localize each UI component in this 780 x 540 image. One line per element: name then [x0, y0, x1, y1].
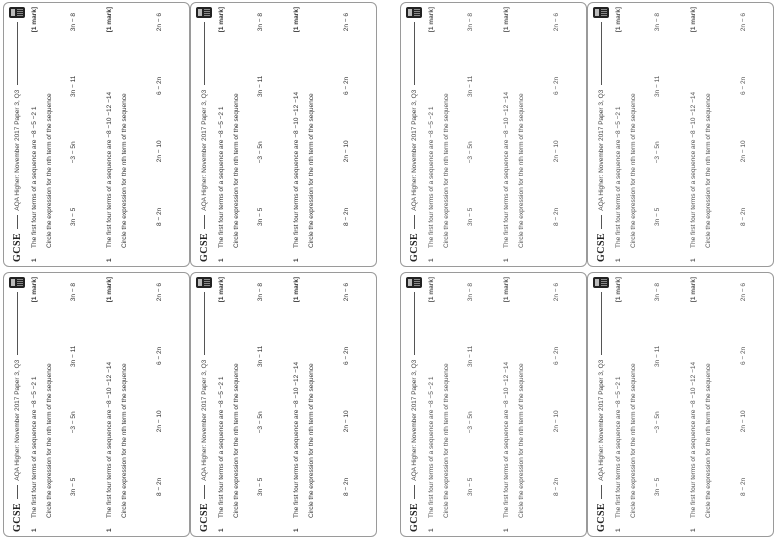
source-label: AQA Higher: November 2017 Paper 3, Q3 — [597, 89, 605, 211]
question-instruction: Circle the expression for the nth term of the sequence — [233, 93, 240, 248]
answer-option[interactable]: −3 − 5n — [654, 141, 661, 164]
answer-option[interactable]: 2n − 6 — [553, 13, 560, 32]
question-stem: The first four terms of a sequence are −8 −10 −12 −14 — [293, 91, 300, 248]
question-number: 1 — [218, 528, 225, 532]
answer-option[interactable]: 3n − 8 — [467, 283, 474, 302]
header-rule-long — [601, 292, 602, 355]
answer-option[interactable]: 8 − 2n — [343, 477, 350, 496]
question-instruction: Circle the expression for the nth term of the sequence — [518, 363, 525, 518]
answer-options — [343, 283, 350, 496]
worksheet-content — [588, 3, 773, 266]
mark-label: [1 mark] — [503, 7, 510, 33]
question-number: 1 — [503, 258, 510, 262]
question-number: 1 — [615, 258, 622, 262]
question-instruction: Circle the expression for the nth term of the sequence — [443, 363, 450, 518]
card-header — [592, 7, 610, 262]
answer-options — [70, 283, 77, 496]
answer-option[interactable]: 2n − 10 — [553, 410, 560, 433]
question-stem: The first four terms of a sequence are −8 −10 −12 −14 — [293, 361, 300, 518]
answer-option[interactable]: 3n − 5 — [467, 207, 474, 226]
question-2-stem-row — [293, 7, 300, 262]
answer-option[interactable]: −3 − 5n — [70, 141, 77, 164]
header-rule-long — [414, 292, 415, 355]
question-instruction: Circle the expression for the nth term of the sequence — [308, 363, 315, 518]
worksheet-content — [401, 3, 586, 266]
question-stem: The first four terms of a sequence are −8 −5 −2 1 — [31, 376, 38, 518]
answer-option[interactable]: 3n − 5 — [654, 477, 661, 496]
answer-options — [654, 13, 661, 226]
mark-label: [1 mark] — [428, 7, 435, 33]
question-number: 1 — [690, 528, 697, 532]
answer-option[interactable]: 6 − 2n — [740, 76, 747, 95]
answer-option[interactable]: −3 − 5n — [257, 411, 264, 434]
answer-option[interactable]: 3n − 11 — [654, 345, 661, 368]
answer-options — [257, 283, 264, 496]
gcse-logo: GCSE — [11, 502, 23, 532]
question-stem: The first four terms of a sequence are −8 −5 −2 1 — [428, 106, 435, 248]
gcse-logo: GCSE — [408, 232, 420, 262]
answer-option[interactable]: 3n − 11 — [257, 345, 264, 368]
header-rule-long — [204, 292, 205, 355]
question-2-stem-row — [106, 277, 113, 532]
question-2-stem-row — [690, 7, 697, 262]
source-label: AQA Higher: November 2017 Paper 3, Q3 — [200, 89, 208, 211]
worksheet-content — [191, 273, 376, 536]
question-instruction: Circle the expression for the nth term of the sequence — [705, 93, 712, 248]
answer-option[interactable]: 8 − 2n — [156, 207, 163, 226]
answer-option[interactable]: 3n − 11 — [70, 345, 77, 368]
answer-option[interactable]: 2n − 6 — [740, 13, 747, 32]
answer-option[interactable]: 3n − 8 — [70, 283, 77, 302]
answer-option[interactable]: 3n − 8 — [257, 13, 264, 32]
answer-option[interactable]: 2n − 6 — [156, 13, 163, 32]
question-1-stem-row — [31, 277, 38, 532]
question-instruction: Circle the expression for the nth term of the sequence — [121, 363, 128, 518]
answer-option[interactable]: −3 − 5n — [654, 411, 661, 434]
worksheet-content — [588, 273, 773, 536]
question-2-stem-row — [503, 7, 510, 262]
question-2-stem-row — [106, 7, 113, 262]
card-header — [8, 7, 26, 262]
mark-label: [1 mark] — [218, 7, 225, 33]
answer-option[interactable]: 3n − 11 — [654, 75, 661, 98]
question-stem: The first four terms of a sequence are −8 −5 −2 1 — [31, 106, 38, 248]
card-header — [405, 277, 423, 532]
question-1-stem-row — [218, 277, 225, 532]
question-instruction: Circle the expression for the nth term of the sequence — [233, 363, 240, 518]
question-stem: The first four terms of a sequence are −8 −5 −2 1 — [218, 106, 225, 248]
calculator-icon — [406, 277, 422, 288]
source-label: AQA Higher: November 2017 Paper 3, Q3 — [200, 359, 208, 481]
mark-label: [1 mark] — [293, 7, 300, 33]
card-header — [195, 7, 213, 262]
answer-options — [257, 13, 264, 226]
question-stem: The first four terms of a sequence are −8 −5 −2 1 — [615, 106, 622, 248]
header-rule — [204, 485, 205, 499]
answer-option[interactable]: −3 − 5n — [257, 141, 264, 164]
answer-option[interactable]: 8 − 2n — [156, 477, 163, 496]
source-label: AQA Higher: November 2017 Paper 3, Q3 — [410, 359, 418, 481]
card-header — [195, 277, 213, 532]
answer-option[interactable]: 8 − 2n — [553, 207, 560, 226]
answer-option[interactable]: 3n − 5 — [70, 477, 77, 496]
answer-options — [553, 283, 560, 496]
question-stem: The first four terms of a sequence are −8 −10 −12 −14 — [503, 91, 510, 248]
answer-option[interactable]: 2n − 10 — [343, 410, 350, 433]
answer-option[interactable]: 3n − 11 — [467, 75, 474, 98]
question-1-stem-row — [428, 7, 435, 262]
mark-label: [1 mark] — [428, 277, 435, 303]
answer-option[interactable]: 8 − 2n — [740, 477, 747, 496]
gcse-logo: GCSE — [11, 232, 23, 262]
gcse-logo: GCSE — [198, 232, 210, 262]
header-rule — [601, 215, 602, 229]
card-7 — [587, 2, 774, 267]
answer-option[interactable]: −3 − 5n — [467, 411, 474, 434]
answer-option[interactable]: 3n − 5 — [257, 207, 264, 226]
mark-label: [1 mark] — [690, 7, 697, 33]
question-1-stem-row — [218, 7, 225, 262]
header-rule-long — [601, 22, 602, 85]
card-6 — [400, 272, 587, 537]
question-1-stem-row — [428, 277, 435, 532]
answer-option[interactable]: 2n − 10 — [343, 140, 350, 163]
header-rule-long — [17, 292, 18, 355]
source-label: AQA Higher: November 2017 Paper 3, Q3 — [410, 89, 418, 211]
mark-label: [1 mark] — [293, 277, 300, 303]
question-instruction: Circle the expression for the nth term of the sequence — [121, 93, 128, 248]
calculator-icon — [406, 7, 422, 18]
question-stem: The first four terms of a sequence are −8 −10 −12 −14 — [106, 91, 113, 248]
question-stem: The first four terms of a sequence are −8 −10 −12 −14 — [106, 361, 113, 518]
card-1 — [3, 2, 190, 267]
question-2-stem-row — [293, 277, 300, 532]
question-number: 1 — [428, 528, 435, 532]
calculator-icon — [196, 277, 212, 288]
source-label: AQA Higher: November 2017 Paper 3, Q3 — [597, 359, 605, 481]
answer-options — [654, 283, 661, 496]
question-number: 1 — [31, 528, 38, 532]
card-8 — [587, 272, 774, 537]
answer-option[interactable]: 6 − 2n — [740, 346, 747, 365]
calculator-icon — [593, 7, 609, 18]
answer-option[interactable]: 3n − 11 — [70, 75, 77, 98]
answer-option[interactable]: 2n − 10 — [740, 410, 747, 433]
answer-option[interactable]: −3 − 5n — [70, 411, 77, 434]
card-2 — [3, 272, 190, 537]
question-stem: The first four terms of a sequence are −8 −10 −12 −14 — [690, 91, 697, 248]
question-stem: The first four terms of a sequence are −8 −5 −2 1 — [428, 376, 435, 518]
question-instruction: Circle the expression for the nth term of the sequence — [46, 93, 53, 248]
answer-option[interactable]: 8 − 2n — [343, 207, 350, 226]
card-header — [405, 7, 423, 262]
question-number: 1 — [106, 258, 113, 262]
answer-option[interactable]: 2n − 10 — [156, 140, 163, 163]
calculator-icon — [196, 7, 212, 18]
mark-label: [1 mark] — [615, 7, 622, 33]
question-instruction: Circle the expression for the nth term of the sequence — [705, 363, 712, 518]
answer-options — [156, 13, 163, 226]
answer-option[interactable]: −3 − 5n — [467, 141, 474, 164]
answer-option[interactable]: 3n − 8 — [654, 283, 661, 302]
header-rule-long — [414, 22, 415, 85]
answer-option[interactable]: 6 − 2n — [343, 76, 350, 95]
card-5 — [400, 2, 587, 267]
answer-option[interactable]: 3n − 5 — [654, 207, 661, 226]
answer-option[interactable]: 6 − 2n — [553, 346, 560, 365]
answer-options — [70, 13, 77, 226]
question-number: 1 — [293, 258, 300, 262]
source-label: AQA Higher: November 2017 Paper 3, Q3 — [13, 89, 21, 211]
answer-options — [156, 283, 163, 496]
worksheet-content — [401, 273, 586, 536]
answer-option[interactable]: 3n − 5 — [257, 477, 264, 496]
answer-options — [740, 13, 747, 226]
mark-label: [1 mark] — [31, 277, 38, 303]
mark-label: [1 mark] — [615, 277, 622, 303]
card-header — [8, 277, 26, 532]
answer-option[interactable]: 8 − 2n — [553, 477, 560, 496]
question-instruction: Circle the expression for the nth term of the sequence — [443, 93, 450, 248]
question-number: 1 — [106, 528, 113, 532]
gcse-logo: GCSE — [595, 502, 607, 532]
question-instruction: Circle the expression for the nth term of the sequence — [308, 93, 315, 248]
answer-option[interactable]: 2n − 10 — [553, 140, 560, 163]
question-number: 1 — [428, 258, 435, 262]
question-instruction: Circle the expression for the nth term of the sequence — [518, 93, 525, 248]
answer-option[interactable]: 3n − 8 — [257, 283, 264, 302]
answer-option[interactable]: 2n − 6 — [156, 283, 163, 302]
header-rule — [17, 215, 18, 229]
header-rule — [204, 215, 205, 229]
question-instruction: Circle the expression for the nth term of the sequence — [630, 93, 637, 248]
gcse-logo: GCSE — [198, 502, 210, 532]
question-number: 1 — [31, 258, 38, 262]
mark-label: [1 mark] — [690, 277, 697, 303]
question-instruction: Circle the expression for the nth term of the sequence — [46, 363, 53, 518]
source-label: AQA Higher: November 2017 Paper 3, Q3 — [13, 359, 21, 481]
answer-option[interactable]: 2n − 6 — [343, 13, 350, 32]
header-rule-long — [17, 22, 18, 85]
answer-option[interactable]: 2n − 6 — [553, 283, 560, 302]
answer-option[interactable]: 2n − 10 — [740, 140, 747, 163]
answer-option[interactable]: 3n − 11 — [257, 75, 264, 98]
question-stem: The first four terms of a sequence are −8 −10 −12 −14 — [690, 361, 697, 518]
gcse-logo: GCSE — [595, 232, 607, 262]
header-rule — [414, 215, 415, 229]
question-number: 1 — [503, 528, 510, 532]
calculator-icon — [9, 277, 25, 288]
question-1-stem-row — [615, 7, 622, 262]
answer-options — [740, 283, 747, 496]
answer-option[interactable]: 6 − 2n — [343, 346, 350, 365]
calculator-icon — [9, 7, 25, 18]
card-4 — [190, 272, 377, 537]
answer-options — [467, 283, 474, 496]
question-number: 1 — [690, 258, 697, 262]
worksheet-content — [191, 3, 376, 266]
question-number: 1 — [293, 528, 300, 532]
header-rule — [414, 485, 415, 499]
mark-label: [1 mark] — [106, 277, 113, 303]
question-2-stem-row — [503, 277, 510, 532]
question-instruction: Circle the expression for the nth term of the sequence — [630, 363, 637, 518]
question-stem: The first four terms of a sequence are −8 −5 −2 1 — [615, 376, 622, 518]
calculator-icon — [593, 277, 609, 288]
question-1-stem-row — [31, 7, 38, 262]
mark-label: [1 mark] — [31, 7, 38, 33]
answer-option[interactable]: 6 − 2n — [156, 76, 163, 95]
question-number: 1 — [615, 528, 622, 532]
gcse-logo: GCSE — [408, 502, 420, 532]
mark-label: [1 mark] — [218, 277, 225, 303]
mark-label: [1 mark] — [106, 7, 113, 33]
header-rule-long — [204, 22, 205, 85]
question-number: 1 — [218, 258, 225, 262]
answer-option[interactable]: 6 − 2n — [156, 346, 163, 365]
answer-option[interactable]: 6 − 2n — [553, 76, 560, 95]
question-2-stem-row — [690, 277, 697, 532]
answer-option[interactable]: 3n − 5 — [70, 207, 77, 226]
answer-option[interactable]: 2n − 6 — [343, 283, 350, 302]
answer-options — [553, 13, 560, 226]
answer-option[interactable]: 2n − 10 — [156, 410, 163, 433]
card-header — [592, 277, 610, 532]
question-stem: The first four terms of a sequence are −8 −5 −2 1 — [218, 376, 225, 518]
worksheet-content — [4, 3, 189, 266]
mark-label: [1 mark] — [503, 277, 510, 303]
card-3 — [190, 2, 377, 267]
answer-option[interactable]: 3n − 5 — [467, 477, 474, 496]
answer-options — [343, 13, 350, 226]
answer-option[interactable]: 2n − 6 — [740, 283, 747, 302]
question-1-stem-row — [615, 277, 622, 532]
header-rule — [17, 485, 18, 499]
answer-options — [467, 13, 474, 226]
question-stem: The first four terms of a sequence are −8 −10 −12 −14 — [503, 361, 510, 518]
answer-option[interactable]: 3n − 8 — [467, 13, 474, 32]
answer-option[interactable]: 3n − 11 — [467, 345, 474, 368]
worksheet-content — [4, 273, 189, 536]
answer-option[interactable]: 3n − 8 — [70, 13, 77, 32]
answer-option[interactable]: 8 − 2n — [740, 207, 747, 226]
answer-option[interactable]: 3n − 8 — [654, 13, 661, 32]
header-rule — [601, 485, 602, 499]
